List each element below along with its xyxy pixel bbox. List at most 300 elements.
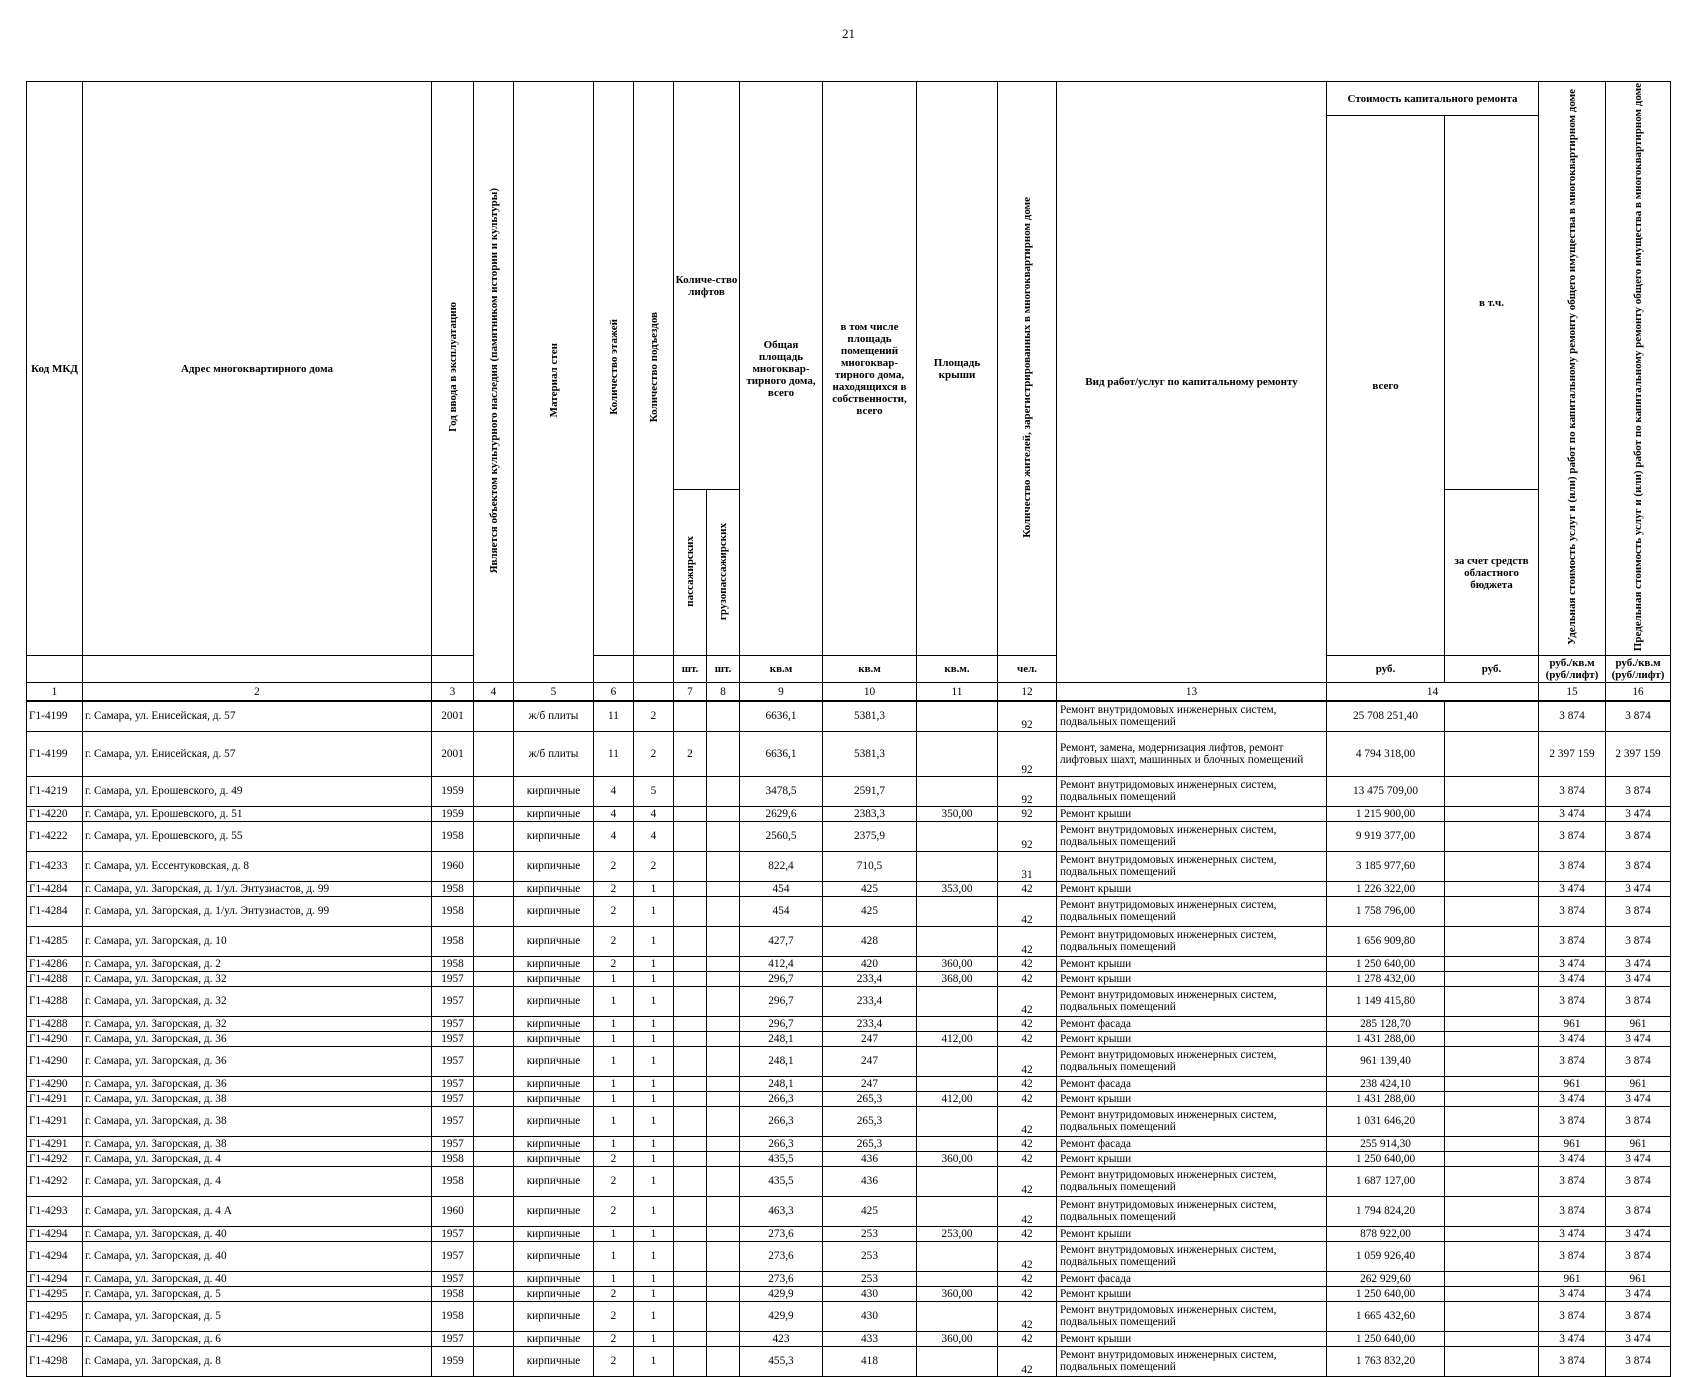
heritage-cell bbox=[474, 1046, 514, 1076]
address-cell: г. Самара, ул. Ерошевского, д. 55 bbox=[83, 821, 432, 851]
freight-lifts-cell bbox=[707, 1166, 740, 1196]
passenger-lifts-cell bbox=[674, 851, 707, 881]
total-area-cell: 427,7 bbox=[740, 926, 823, 956]
unit-cost-cell: 3 874 bbox=[1539, 1241, 1606, 1271]
total-area-cell: 266,3 bbox=[740, 1106, 823, 1136]
floors-cell: 2 bbox=[594, 1151, 634, 1166]
entrances-cell: 5 bbox=[634, 776, 674, 806]
residents-cell: 92 bbox=[998, 731, 1057, 776]
passenger-lifts-cell bbox=[674, 701, 707, 731]
heritage-cell bbox=[474, 851, 514, 881]
header-address: Адрес многоквартирного дома bbox=[83, 82, 432, 656]
wall-material-cell: кирпичные bbox=[514, 1046, 594, 1076]
cost-total-cell: 262 929,60 bbox=[1327, 1271, 1445, 1286]
entrances-cell: 2 bbox=[634, 701, 674, 731]
limit-cost-cell: 3 874 bbox=[1606, 701, 1671, 731]
work-type-cell: Ремонт крыши bbox=[1057, 1286, 1327, 1301]
heritage-cell bbox=[474, 1346, 514, 1376]
year-cell: 1959 bbox=[432, 806, 474, 821]
residents-cell: 42 bbox=[998, 956, 1057, 971]
roof-area-cell bbox=[917, 1196, 998, 1226]
unit-total: руб. bbox=[1327, 656, 1445, 683]
work-type-cell: Ремонт крыши bbox=[1057, 806, 1327, 821]
limit-cost-cell: 3 474 bbox=[1606, 1031, 1671, 1046]
floors-cell: 1 bbox=[594, 1046, 634, 1076]
residents-cell: 42 bbox=[998, 1016, 1057, 1031]
cost-budget-cell bbox=[1445, 1331, 1539, 1346]
unit-cost-cell: 3 474 bbox=[1539, 1031, 1606, 1046]
owned-area-cell: 5381,3 bbox=[823, 731, 917, 776]
table-row bbox=[27, 1286, 1671, 1301]
limit-cost-cell: 961 bbox=[1606, 1271, 1671, 1286]
cost-budget-cell bbox=[1445, 1241, 1539, 1271]
residents-cell: 42 bbox=[998, 1106, 1057, 1136]
limit-cost-cell: 3 874 bbox=[1606, 1046, 1671, 1076]
cost-budget-cell bbox=[1445, 1031, 1539, 1046]
total-area-cell: 248,1 bbox=[740, 1046, 823, 1076]
residents-cell: 42 bbox=[998, 1091, 1057, 1106]
owned-area-cell: 425 bbox=[823, 896, 917, 926]
roof-area-cell bbox=[917, 1346, 998, 1376]
total-area-cell: 6636,1 bbox=[740, 731, 823, 776]
cost-total-cell: 1 687 127,00 bbox=[1327, 1166, 1445, 1196]
roof-area-cell: 353,00 bbox=[917, 881, 998, 896]
wall-material-cell: кирпичные bbox=[514, 1271, 594, 1286]
floors-cell: 2 bbox=[594, 1331, 634, 1346]
total-area-cell: 248,1 bbox=[740, 1076, 823, 1091]
cost-budget-cell bbox=[1445, 1091, 1539, 1106]
cost-budget-cell bbox=[1445, 776, 1539, 806]
address-cell: г. Самара, ул. Загорская, д. 5 bbox=[83, 1301, 432, 1331]
passenger-lifts-cell bbox=[674, 1091, 707, 1106]
floors-cell: 2 bbox=[594, 1286, 634, 1301]
entrances-cell: 1 bbox=[634, 1151, 674, 1166]
owned-area-cell: 265,3 bbox=[823, 1091, 917, 1106]
table-row bbox=[27, 971, 1671, 986]
header-entrances: Количество подъездов bbox=[634, 82, 674, 656]
total-area-cell: 248,1 bbox=[740, 1031, 823, 1046]
work-type-cell: Ремонт внутридомовых инженерных систем, подвальных помещений bbox=[1057, 1346, 1327, 1376]
unit-residents: чел. bbox=[998, 656, 1057, 683]
heritage-cell bbox=[474, 776, 514, 806]
unit-cost-cell: 3 874 bbox=[1539, 776, 1606, 806]
wall-material-cell: кирпичные bbox=[514, 1031, 594, 1046]
address-cell: г. Самара, ул. Загорская, д. 38 bbox=[83, 1106, 432, 1136]
table-row bbox=[27, 881, 1671, 896]
column-number: 16 bbox=[1606, 683, 1671, 702]
freight-lifts-cell bbox=[707, 821, 740, 851]
table-row bbox=[27, 1196, 1671, 1226]
header-work-type: Вид работ/услуг по капитальному ремонту bbox=[1057, 82, 1327, 683]
wall-material-cell: кирпичные bbox=[514, 956, 594, 971]
floors-cell: 2 bbox=[594, 881, 634, 896]
cost-total-cell: 1 250 640,00 bbox=[1327, 1331, 1445, 1346]
table-row bbox=[27, 821, 1671, 851]
wall-material-cell: кирпичные bbox=[514, 776, 594, 806]
freight-lifts-cell bbox=[707, 956, 740, 971]
entrances-cell: 1 bbox=[634, 1301, 674, 1331]
passenger-lifts-cell bbox=[674, 1241, 707, 1271]
wall-material-cell: кирпичные bbox=[514, 1301, 594, 1331]
unit-cost-cell: 3 474 bbox=[1539, 806, 1606, 821]
entrances-cell: 1 bbox=[634, 1331, 674, 1346]
entrances-cell: 1 bbox=[634, 1136, 674, 1151]
header-total-area: Общая площадь многоквар-тирного дома, всего bbox=[740, 82, 823, 656]
table-row bbox=[27, 1166, 1671, 1196]
total-area-cell: 273,6 bbox=[740, 1226, 823, 1241]
limit-cost-cell: 3 474 bbox=[1606, 806, 1671, 821]
year-cell: 1957 bbox=[432, 1331, 474, 1346]
limit-cost-cell: 3 874 bbox=[1606, 821, 1671, 851]
floors-cell: 1 bbox=[594, 986, 634, 1016]
passenger-lifts-cell bbox=[674, 1301, 707, 1331]
code-cell: Г1-4290 bbox=[27, 1076, 83, 1091]
cost-total-cell: 25 708 251,40 bbox=[1327, 701, 1445, 731]
code-cell: Г1-4292 bbox=[27, 1166, 83, 1196]
residents-cell: 42 bbox=[998, 1046, 1057, 1076]
residents-cell: 42 bbox=[998, 1331, 1057, 1346]
cost-total-cell: 1 250 640,00 bbox=[1327, 956, 1445, 971]
unit-cost-cell: 3 874 bbox=[1539, 1166, 1606, 1196]
address-cell: г. Самара, ул. Загорская, д. 4 А bbox=[83, 1196, 432, 1226]
limit-cost-cell: 961 bbox=[1606, 1136, 1671, 1151]
floors-cell: 4 bbox=[594, 806, 634, 821]
entrances-cell: 1 bbox=[634, 1196, 674, 1226]
owned-area-cell: 233,4 bbox=[823, 986, 917, 1016]
column-number: 5 bbox=[514, 683, 594, 702]
roof-area-cell bbox=[917, 1166, 998, 1196]
work-type-cell: Ремонт внутридомовых инженерных систем, подвальных помещений bbox=[1057, 1241, 1327, 1271]
cost-budget-cell bbox=[1445, 971, 1539, 986]
wall-material-cell: кирпичные bbox=[514, 881, 594, 896]
year-cell: 1957 bbox=[432, 1091, 474, 1106]
freight-lifts-cell bbox=[707, 806, 740, 821]
header-unit-cost: Удельная стоимость услуг и (или) работ по капитальному ремонту общего имущества в многоквартирном доме bbox=[1539, 82, 1606, 656]
owned-area-cell: 247 bbox=[823, 1076, 917, 1091]
wall-material-cell: кирпичные bbox=[514, 1196, 594, 1226]
owned-area-cell: 710,5 bbox=[823, 851, 917, 881]
entrances-cell: 1 bbox=[634, 1046, 674, 1076]
limit-cost-cell: 3 874 bbox=[1606, 986, 1671, 1016]
entrances-cell: 1 bbox=[634, 1241, 674, 1271]
work-type-cell: Ремонт фасада bbox=[1057, 1016, 1327, 1031]
owned-area-cell: 420 bbox=[823, 956, 917, 971]
freight-lifts-cell bbox=[707, 1016, 740, 1031]
floors-cell: 2 bbox=[594, 956, 634, 971]
total-area-cell: 423 bbox=[740, 1331, 823, 1346]
code-cell: Г1-4199 bbox=[27, 701, 83, 731]
cost-budget-cell bbox=[1445, 1166, 1539, 1196]
address-cell: г. Самара, ул. Загорская, д. 6 bbox=[83, 1331, 432, 1346]
wall-material-cell: кирпичные bbox=[514, 1166, 594, 1196]
wall-material-cell: ж/б плиты bbox=[514, 701, 594, 731]
work-type-cell: Ремонт внутридомовых инженерных систем, подвальных помещений bbox=[1057, 896, 1327, 926]
year-cell: 2001 bbox=[432, 731, 474, 776]
table-row bbox=[27, 1016, 1671, 1031]
freight-lifts-cell bbox=[707, 896, 740, 926]
freight-lifts-cell bbox=[707, 1091, 740, 1106]
passenger-lifts-cell bbox=[674, 1016, 707, 1031]
limit-cost-cell: 2 397 159 bbox=[1606, 731, 1671, 776]
work-type-cell: Ремонт фасада bbox=[1057, 1076, 1327, 1091]
heritage-cell bbox=[474, 701, 514, 731]
passenger-lifts-cell bbox=[674, 896, 707, 926]
heritage-cell bbox=[474, 986, 514, 1016]
cost-total-cell: 238 424,10 bbox=[1327, 1076, 1445, 1091]
entrances-cell: 1 bbox=[634, 1271, 674, 1286]
floors-cell: 4 bbox=[594, 776, 634, 806]
owned-area-cell: 5381,3 bbox=[823, 701, 917, 731]
passenger-lifts-cell bbox=[674, 1196, 707, 1226]
floors-cell: 1 bbox=[594, 1226, 634, 1241]
roof-area-cell bbox=[917, 1241, 998, 1271]
owned-area-cell: 247 bbox=[823, 1046, 917, 1076]
cost-budget-cell bbox=[1445, 701, 1539, 731]
unit-cost-cell: 3 874 bbox=[1539, 926, 1606, 956]
residents-cell: 42 bbox=[998, 986, 1057, 1016]
total-area-cell: 6636,1 bbox=[740, 701, 823, 731]
floors-cell: 2 bbox=[594, 896, 634, 926]
residents-cell: 42 bbox=[998, 1166, 1057, 1196]
unit-cost-cell: 3 874 bbox=[1539, 986, 1606, 1016]
cost-total-cell: 1 031 646,20 bbox=[1327, 1106, 1445, 1136]
unit-cost-cell: 3 874 bbox=[1539, 896, 1606, 926]
work-type-cell: Ремонт внутридомовых инженерных систем, подвальных помещений bbox=[1057, 1196, 1327, 1226]
code-cell: Г1-4288 bbox=[27, 971, 83, 986]
address-cell: г. Самара, ул. Енисейская, д. 57 bbox=[83, 731, 432, 776]
address-cell: г. Самара, ул. Загорская, д. 32 bbox=[83, 971, 432, 986]
heritage-cell bbox=[474, 1301, 514, 1331]
heritage-cell bbox=[474, 1016, 514, 1031]
table-row bbox=[27, 986, 1671, 1016]
freight-lifts-cell bbox=[707, 1076, 740, 1091]
floors-cell: 4 bbox=[594, 821, 634, 851]
total-area-cell: 455,3 bbox=[740, 1346, 823, 1376]
roof-area-cell: 412,00 bbox=[917, 1091, 998, 1106]
wall-material-cell: кирпичные bbox=[514, 1091, 594, 1106]
limit-cost-cell: 961 bbox=[1606, 1076, 1671, 1091]
floors-cell: 2 bbox=[594, 1346, 634, 1376]
cost-budget-cell bbox=[1445, 806, 1539, 821]
passenger-lifts-cell bbox=[674, 1076, 707, 1091]
header-heritage: Является объектом культурного наследия (памятником истории и культуры) bbox=[474, 82, 514, 683]
cost-total-cell: 1 215 900,00 bbox=[1327, 806, 1445, 821]
freight-lifts-cell bbox=[707, 1151, 740, 1166]
heritage-cell bbox=[474, 896, 514, 926]
column-number: 13 bbox=[1057, 683, 1327, 702]
passenger-lifts-cell bbox=[674, 1271, 707, 1286]
freight-lifts-cell bbox=[707, 1301, 740, 1331]
address-cell: г. Самара, ул. Загорская, д. 32 bbox=[83, 1016, 432, 1031]
column-number: 7 bbox=[674, 683, 707, 702]
table-row bbox=[27, 1031, 1671, 1046]
code-cell: Г1-4288 bbox=[27, 1016, 83, 1031]
cost-budget-cell bbox=[1445, 896, 1539, 926]
work-type-cell: Ремонт внутридомовых инженерных систем, подвальных помещений bbox=[1057, 986, 1327, 1016]
freight-lifts-cell bbox=[707, 1046, 740, 1076]
header-residents: Количество жителей, зарегистрированных в многоквартирном доме bbox=[998, 82, 1057, 656]
passenger-lifts-cell bbox=[674, 806, 707, 821]
address-cell: г. Самара, ул. Загорская, д. 10 bbox=[83, 926, 432, 956]
heritage-cell bbox=[474, 1136, 514, 1151]
entrances-cell: 1 bbox=[634, 971, 674, 986]
heritage-cell bbox=[474, 1241, 514, 1271]
wall-material-cell: кирпичные bbox=[514, 806, 594, 821]
work-type-cell: Ремонт крыши bbox=[1057, 1031, 1327, 1046]
code-cell: Г1-4291 bbox=[27, 1091, 83, 1106]
unit-lifts-passenger: шт. bbox=[674, 656, 707, 683]
unit-cost-cell: 3 874 bbox=[1539, 1196, 1606, 1226]
freight-lifts-cell bbox=[707, 851, 740, 881]
floors-cell: 2 bbox=[594, 1196, 634, 1226]
owned-area-cell: 265,3 bbox=[823, 1106, 917, 1136]
total-area-cell: 296,7 bbox=[740, 1016, 823, 1031]
header-cost-total: всего bbox=[1327, 116, 1445, 656]
floors-cell: 2 bbox=[594, 926, 634, 956]
passenger-lifts-cell bbox=[674, 1046, 707, 1076]
year-cell: 1958 bbox=[432, 926, 474, 956]
cost-budget-cell bbox=[1445, 1286, 1539, 1301]
capital-repair-table bbox=[26, 81, 1671, 1377]
column-numbers-row bbox=[27, 683, 1671, 702]
unit-cost-cell: 961 bbox=[1539, 1136, 1606, 1151]
table-row bbox=[27, 1241, 1671, 1271]
unit-cost-cell: 3 874 bbox=[1539, 701, 1606, 731]
column-number: 4 bbox=[474, 683, 514, 702]
limit-cost-cell: 3 474 bbox=[1606, 1091, 1671, 1106]
work-type-cell: Ремонт фасада bbox=[1057, 1136, 1327, 1151]
passenger-lifts-cell bbox=[674, 1031, 707, 1046]
wall-material-cell: кирпичные bbox=[514, 1241, 594, 1271]
cost-total-cell: 1 763 832,20 bbox=[1327, 1346, 1445, 1376]
address-cell: г. Самара, ул. Загорская, д. 2 bbox=[83, 956, 432, 971]
unit-cost-cell: 3 874 bbox=[1539, 851, 1606, 881]
limit-cost-cell: 3 874 bbox=[1606, 1346, 1671, 1376]
address-cell: г. Самара, ул. Загорская, д. 36 bbox=[83, 1031, 432, 1046]
column-number: 15 bbox=[1539, 683, 1606, 702]
limit-cost-cell: 3 474 bbox=[1606, 1286, 1671, 1301]
owned-area-cell: 418 bbox=[823, 1346, 917, 1376]
freight-lifts-cell bbox=[707, 1196, 740, 1226]
residents-cell: 42 bbox=[998, 1226, 1057, 1241]
cost-total-cell: 1 278 432,00 bbox=[1327, 971, 1445, 986]
address-cell: г. Самара, ул. Загорская, д. 38 bbox=[83, 1136, 432, 1151]
residents-cell: 42 bbox=[998, 1196, 1057, 1226]
table-row bbox=[27, 1091, 1671, 1106]
table-row bbox=[27, 1226, 1671, 1241]
code-cell: Г1-4294 bbox=[27, 1241, 83, 1271]
owned-area-cell: 433 bbox=[823, 1331, 917, 1346]
work-type-cell: Ремонт крыши bbox=[1057, 1151, 1327, 1166]
header-limit-cost: Предельная стоимость услуг и (или) работ по капитальному ремонту общего имущества в многоквартирном доме bbox=[1606, 82, 1671, 656]
unit-budget: руб. bbox=[1445, 656, 1539, 683]
heritage-cell bbox=[474, 821, 514, 851]
limit-cost-cell: 3 874 bbox=[1606, 1196, 1671, 1226]
residents-cell: 42 bbox=[998, 926, 1057, 956]
owned-area-cell: 265,3 bbox=[823, 1136, 917, 1151]
work-type-cell: Ремонт, замена, модернизация лифтов, ремонт лифтовых шахт, машинных и блочных помещений bbox=[1057, 731, 1327, 776]
roof-area-cell bbox=[917, 1046, 998, 1076]
cost-total-cell: 1 656 909,80 bbox=[1327, 926, 1445, 956]
header-year: Год ввода в эксплуатацию bbox=[432, 82, 474, 656]
entrances-cell: 1 bbox=[634, 926, 674, 956]
unit-cost-cell: 2 397 159 bbox=[1539, 731, 1606, 776]
roof-area-cell: 360,00 bbox=[917, 956, 998, 971]
freight-lifts-cell bbox=[707, 776, 740, 806]
roof-area-cell: 360,00 bbox=[917, 1331, 998, 1346]
floors-cell: 1 bbox=[594, 1136, 634, 1151]
floors-cell: 11 bbox=[594, 731, 634, 776]
column-number: 14 bbox=[1327, 683, 1539, 702]
freight-lifts-cell bbox=[707, 1241, 740, 1271]
header-cost: Стоимость капитального ремонта bbox=[1327, 82, 1539, 116]
wall-material-cell: кирпичные bbox=[514, 1016, 594, 1031]
wall-material-cell: кирпичные bbox=[514, 1151, 594, 1166]
freight-lifts-cell bbox=[707, 881, 740, 896]
passenger-lifts-cell bbox=[674, 776, 707, 806]
address-cell: г. Самара, ул. Енисейская, д. 57 bbox=[83, 701, 432, 731]
table-row bbox=[27, 1046, 1671, 1076]
limit-cost-cell: 3 474 bbox=[1606, 956, 1671, 971]
heritage-cell bbox=[474, 1091, 514, 1106]
roof-area-cell: 360,00 bbox=[917, 1286, 998, 1301]
wall-material-cell: кирпичные bbox=[514, 1331, 594, 1346]
work-type-cell: Ремонт фасада bbox=[1057, 1271, 1327, 1286]
total-area-cell: 429,9 bbox=[740, 1301, 823, 1331]
cost-budget-cell bbox=[1445, 1106, 1539, 1136]
owned-area-cell: 2591,7 bbox=[823, 776, 917, 806]
cost-budget-cell bbox=[1445, 881, 1539, 896]
floors-cell: 1 bbox=[594, 971, 634, 986]
freight-lifts-cell bbox=[707, 926, 740, 956]
cost-total-cell: 4 794 318,00 bbox=[1327, 731, 1445, 776]
year-cell: 1958 bbox=[432, 956, 474, 971]
year-cell: 1957 bbox=[432, 1106, 474, 1136]
cost-total-cell: 9 919 377,00 bbox=[1327, 821, 1445, 851]
table-row bbox=[27, 1271, 1671, 1286]
code-cell: Г1-4296 bbox=[27, 1331, 83, 1346]
total-area-cell: 454 bbox=[740, 881, 823, 896]
year-cell: 1960 bbox=[432, 851, 474, 881]
entrances-cell: 2 bbox=[634, 851, 674, 881]
work-type-cell: Ремонт крыши bbox=[1057, 956, 1327, 971]
entrances-cell: 4 bbox=[634, 821, 674, 851]
column-number: 2 bbox=[83, 683, 432, 702]
page-number: 21 bbox=[842, 26, 855, 41]
table-row bbox=[27, 1151, 1671, 1166]
passenger-lifts-cell bbox=[674, 1286, 707, 1301]
limit-cost-cell: 3 874 bbox=[1606, 1301, 1671, 1331]
unit-cost-cell: 3 874 bbox=[1539, 1346, 1606, 1376]
roof-area-cell: 350,00 bbox=[917, 806, 998, 821]
cost-budget-cell bbox=[1445, 731, 1539, 776]
unit-roof: кв.м. bbox=[917, 656, 998, 683]
owned-area-cell: 428 bbox=[823, 926, 917, 956]
address-cell: г. Самара, ул. Загорская, д. 5 bbox=[83, 1286, 432, 1301]
column-number: 3 bbox=[432, 683, 474, 702]
code-cell: Г1-4294 bbox=[27, 1271, 83, 1286]
passenger-lifts-cell bbox=[674, 956, 707, 971]
code-cell: Г1-4233 bbox=[27, 851, 83, 881]
passenger-lifts-cell bbox=[674, 971, 707, 986]
heritage-cell bbox=[474, 1106, 514, 1136]
limit-cost-cell: 3 474 bbox=[1606, 971, 1671, 986]
total-area-cell: 273,6 bbox=[740, 1241, 823, 1271]
address-cell: г. Самара, ул. Ерошевского, д. 51 bbox=[83, 806, 432, 821]
table-row bbox=[27, 1106, 1671, 1136]
year-cell: 1957 bbox=[432, 1031, 474, 1046]
unit-cost-cell: 3 474 bbox=[1539, 1091, 1606, 1106]
